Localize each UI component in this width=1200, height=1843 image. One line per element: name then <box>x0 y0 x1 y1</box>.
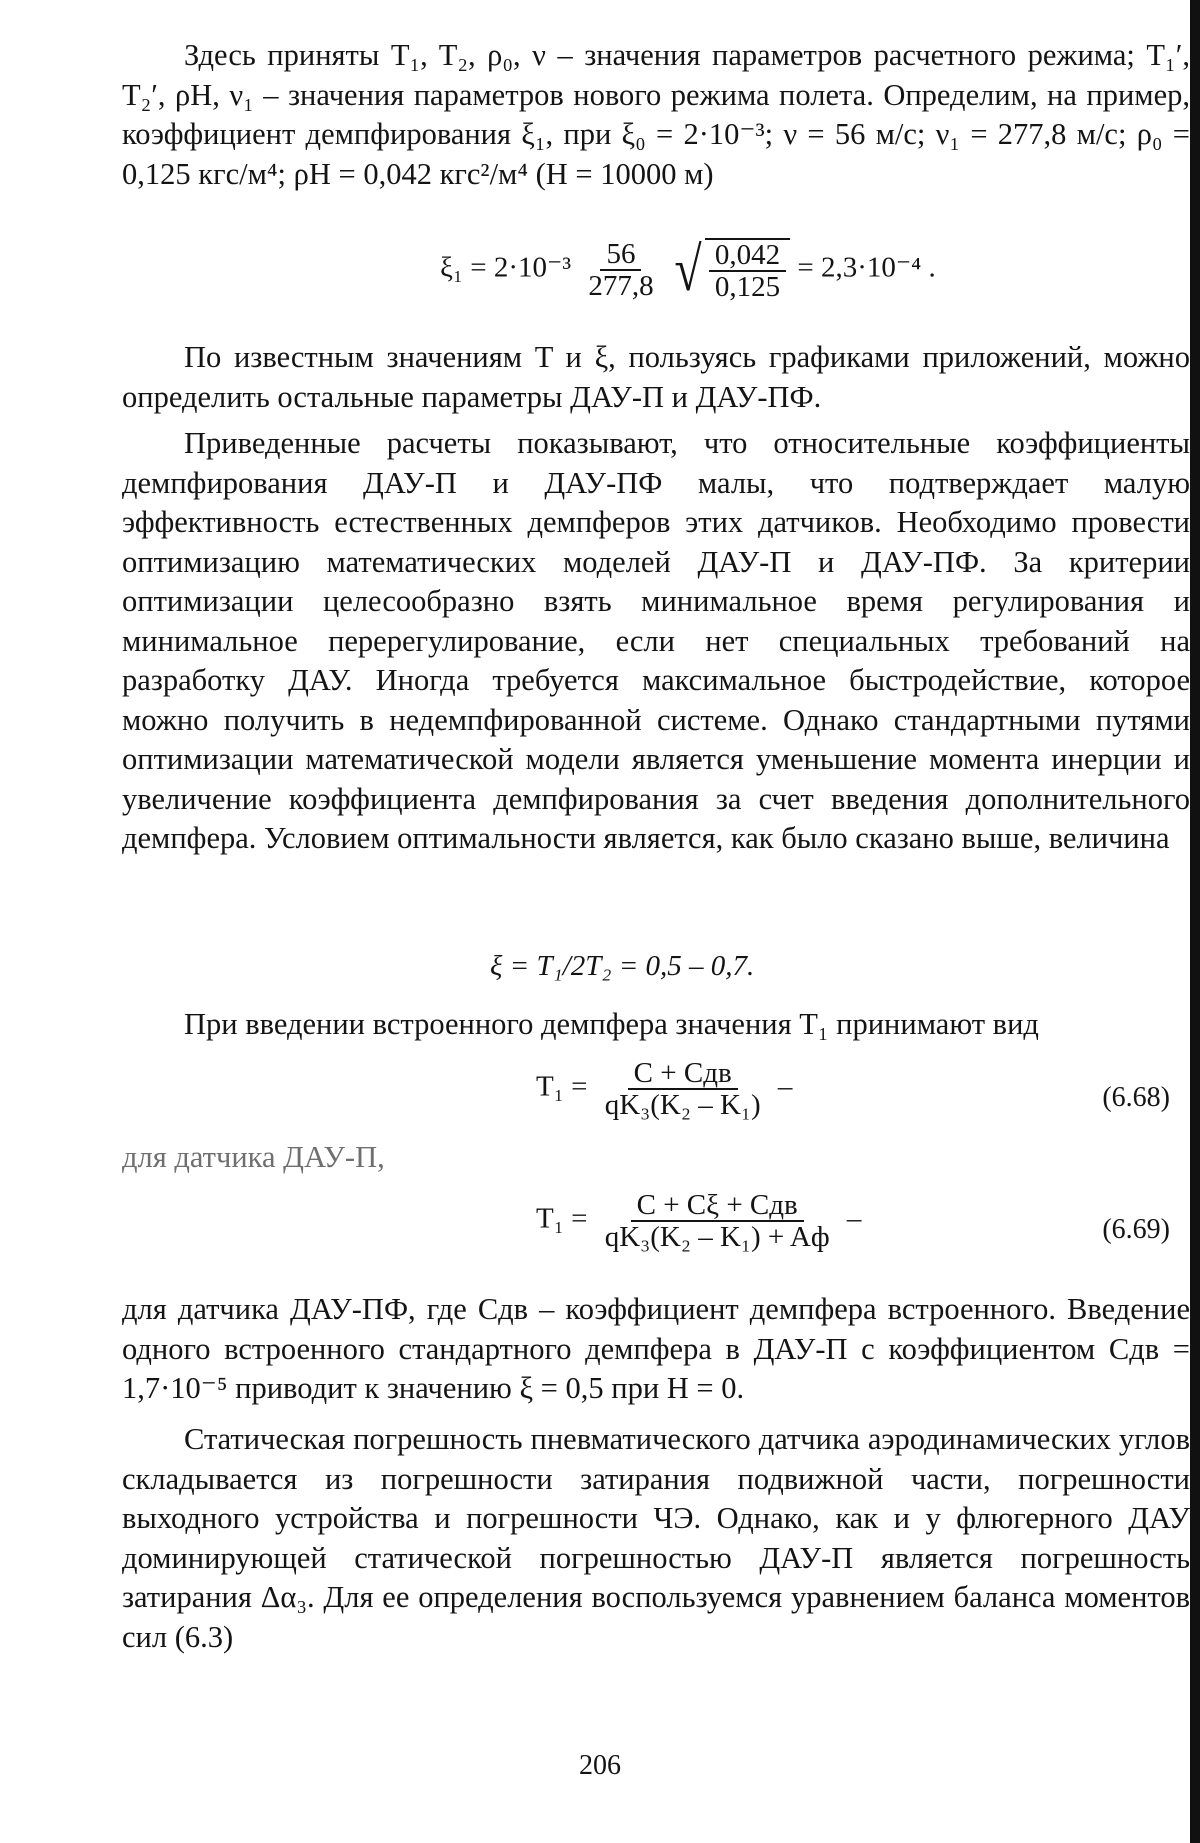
formula-xi1-radicand-num: 0,042 <box>709 240 786 272</box>
formula-6-69-fraction <box>599 1190 836 1252</box>
formula-xi1-sqrt <box>671 238 790 302</box>
paragraph-4-text: При введении встроенного демпфера значения T₁ принимают вид <box>184 1007 1039 1041</box>
paragraph-3 <box>122 424 1190 859</box>
formula-6-68-tail: – <box>777 1070 793 1103</box>
formula-xi1 <box>440 238 936 302</box>
paragraph-6-text: для датчика ДАУ-ПФ, где Cдв – коэффициент демпфера встроенного. Введение одного встроенного стандартного демпфера в ДАУ-П с коэффициентом Cдв = 1,7·10⁻⁵ приводит к значению ξ = 0,5 при H = 0. <box>122 1292 1190 1405</box>
formula-6-68-denominator: qK₃(K₂ – K₁) <box>604 1089 761 1121</box>
formula-6-68-fraction <box>599 1058 767 1120</box>
formula-xi1-rhs: = 2,3·10⁻⁴ . <box>797 251 936 284</box>
formula-6-69-lhs: T₁ = <box>536 1202 588 1235</box>
paragraph-1 <box>122 36 1190 194</box>
formula-xi1-denominator: 277,8 <box>588 270 654 302</box>
formula-xi1-fraction <box>582 239 659 301</box>
page-edge <box>1190 0 1200 1843</box>
paragraph-7 <box>122 1420 1190 1657</box>
paragraph-6 <box>122 1290 1190 1409</box>
sqrt-sign-icon: √ <box>674 236 702 304</box>
paragraph-2 <box>122 338 1190 417</box>
formula-optimality <box>490 950 754 983</box>
paragraph-5-text: для датчика ДАУ-П, <box>122 1140 385 1174</box>
formula-6-68-numerator: C + Cдв <box>628 1058 738 1090</box>
formula-6-69-numerator: C + Cξ + Cдв <box>631 1190 804 1222</box>
formula-xi1-lhs: ξ₁ = 2·10⁻³ <box>440 251 572 284</box>
paragraph-5 <box>122 1138 1190 1178</box>
formula-6-68-lhs: T₁ = <box>536 1070 588 1103</box>
page-number: 206 <box>579 1750 621 1781</box>
equation-number-6-68: (6.68) <box>1102 1082 1170 1113</box>
paragraph-1-text: Здесь приняты T₁, T₂, ρ₀, ν – значения параметров расчетного режима; T₁′, T₂′, ρH, ν₁ – значения параметров нового режима полета. Определим, на пример, коэффициент демпфирования ξ₁, при ξ₀ = 2·10⁻³; ν = 56 м/с; ν₁ = 277,8 м/с; ρ₀ = 0,125 кгс/м⁴; ρH = 0,042 кгс²/м⁴ (H = 10000 м) <box>122 38 1190 191</box>
formula-6-68 <box>536 1058 792 1120</box>
equation-number-6-69: (6.69) <box>1102 1214 1170 1245</box>
formula-6-69-tail: – <box>846 1202 862 1235</box>
paragraph-4 <box>122 1005 1190 1045</box>
formula-xi1-numerator: 56 <box>600 239 641 271</box>
paragraph-2-text: По известным значениям T и ξ, пользуясь графиками приложений, можно определить остальные параметры ДАУ-П и ДАУ-ПФ. <box>122 340 1190 414</box>
formula-xi1-radicand-den: 0,125 <box>714 271 781 303</box>
paragraph-3-text: Приведенные расчеты показывают, что относительные коэффициенты демпфирования ДАУ-П и ДАУ-ПФ малы, что подтверждает малую эффективность естественных демпферов этих датчиков. Необходимо провести оптимизацию математических моделей ДАУ-П и ДАУ-ПФ. За критерии оптимизации целесообразно взять минимальное время регулирования и минимальное перерегулирование, если нет специальных требований на разработку ДАУ. Иногда требуется максимальное быстродействие, которое можно получить в недемпфированной системе. Однако стандартными путями оптимизации математической модели является уменьшение момента инерции и увеличение коэффициента демпфирования за счет введения дополнительного демпфера. Условием оптимальности является, как было сказано выше, величина <box>122 426 1190 855</box>
formula-6-69 <box>536 1190 861 1252</box>
formula-xi1-radicand <box>709 240 786 302</box>
formula-optimality-text: ξ = T₁/2T₂ = 0,5 – 0,7. <box>490 950 755 982</box>
paragraph-7-text: Статическая погрешность пневматического датчика аэродинамических углов складывается из погрешности затирания подвижной части, погрешности выходного устройства и погрешности ЧЭ. Однако, как и у флюгерного ДАУ доминирующей статической погрешностью ДАУ-П является погрешность затирания Δα₃. Для ее определения воспользуемся уравнением баланса моментов сил (6.3) <box>122 1422 1190 1654</box>
formula-6-69-denominator: qK₃(K₂ – K₁) + Aф <box>604 1221 830 1253</box>
